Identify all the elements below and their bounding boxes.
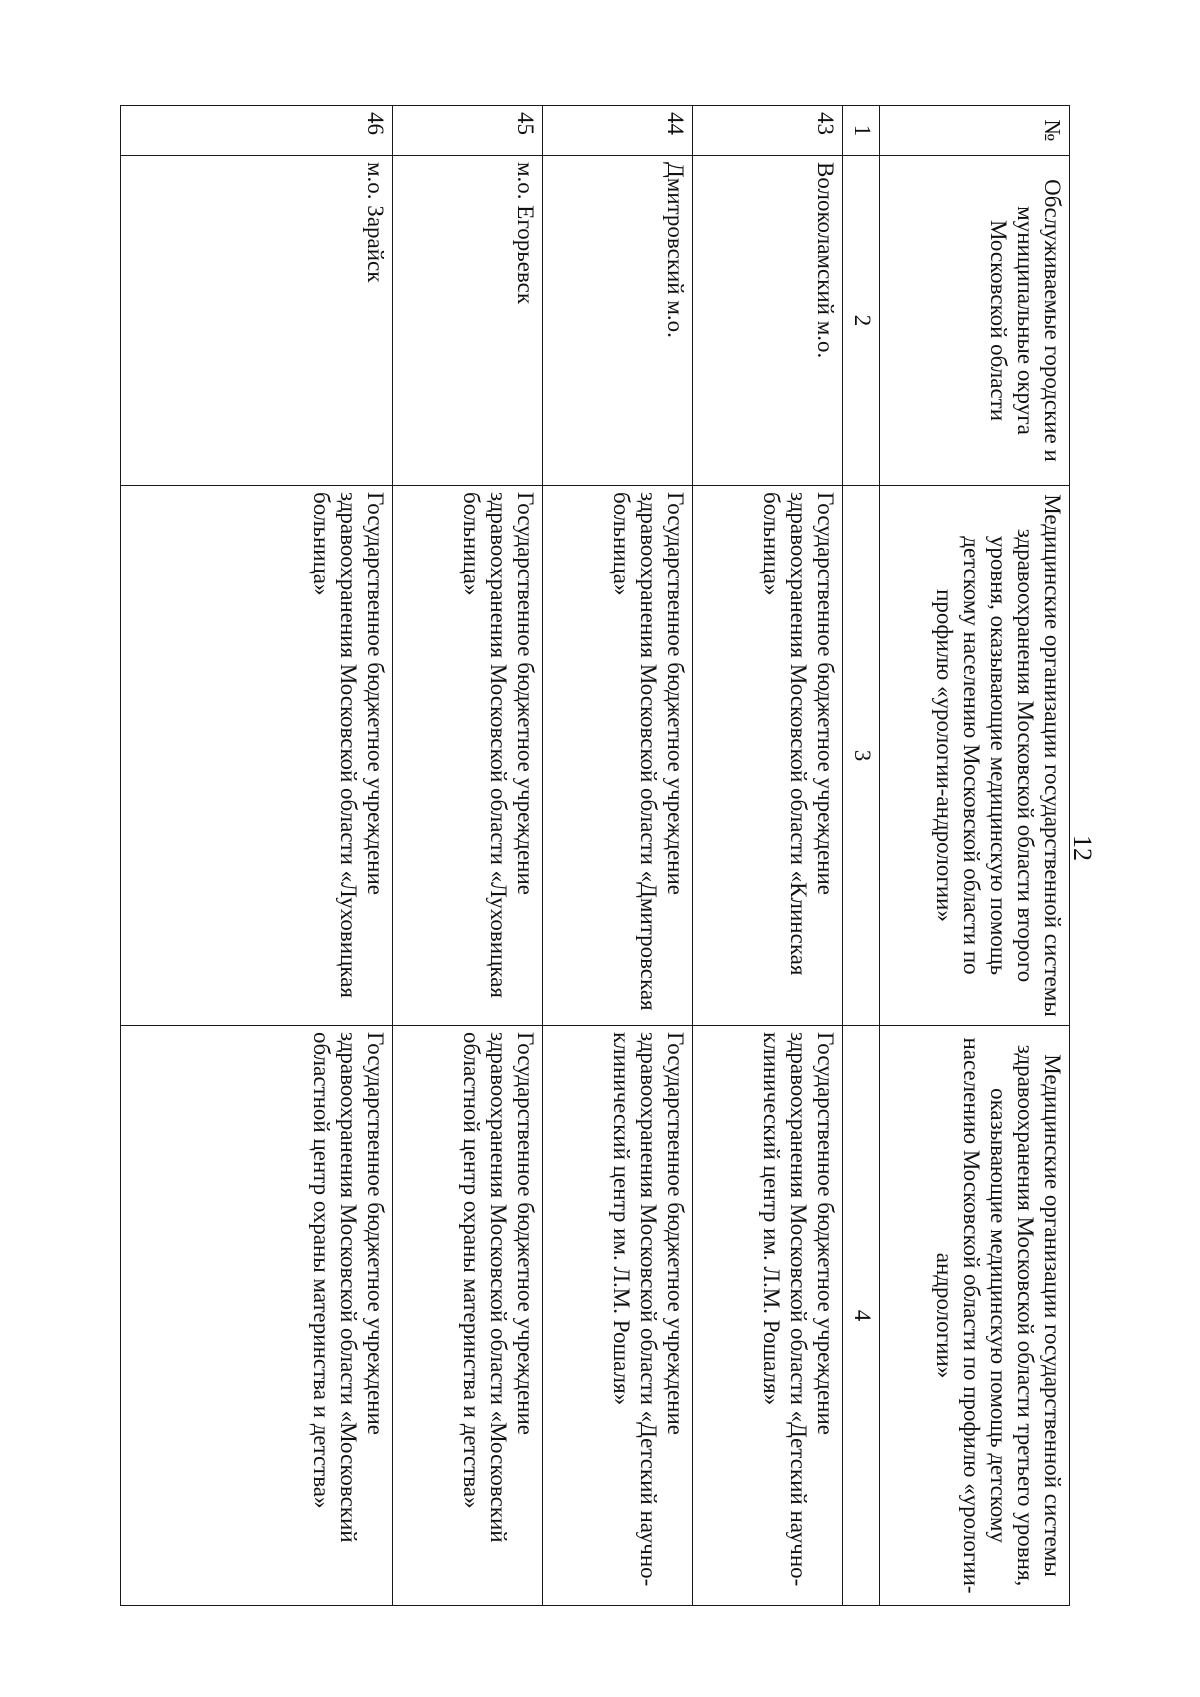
level2-org-cell: Государственное бюджетное учреждение здравоохранения Московской области «Луховицкая больница» xyxy=(393,486,543,1026)
column-number-row xyxy=(843,106,880,1606)
level3-org-cell: Государственное бюджетное учреждение здравоохранения Московской области «Детский научно-клинический центр им. Л.М. Рошаля» xyxy=(693,1026,843,1606)
header-level2-orgs: Медицинские организации государственной системы здравоохранения Московской области второго уровня, оказывающие медицинскую помощь детскому населению Московской области по профилю «урологии-андрологии» xyxy=(880,486,1070,1026)
column-number: 4 xyxy=(843,1026,880,1606)
row-number: 44 xyxy=(543,106,693,156)
table-row xyxy=(121,106,393,1606)
routing-table xyxy=(120,105,1070,1606)
column-number: 1 xyxy=(843,106,880,156)
header-level3-orgs: Медицинские организации государственной системы здравоохранения Московской области третьего уровня, оказывающие медицинскую помощь детскому населению Московской области по профилю «урологии-андрологии» xyxy=(880,1026,1070,1606)
table-row xyxy=(693,106,843,1606)
column-number: 3 xyxy=(843,486,880,1026)
table-row xyxy=(393,106,543,1606)
level2-org-cell: Государственное бюджетное учреждение здравоохранения Московской области «Дмитровская больница» xyxy=(543,486,693,1026)
header-districts: Обслуживаемые городские и муниципальные округа Московской области xyxy=(880,156,1070,486)
level2-org-cell: Государственное бюджетное учреждение здравоохранения Московской области «Клинская больница» xyxy=(693,486,843,1026)
rotated-table-container xyxy=(120,105,1070,1605)
district-cell: Дмитровский м.о. xyxy=(543,156,693,486)
page-number: 12 xyxy=(1068,835,1097,861)
level3-org-cell: Государственное бюджетное учреждение здравоохранения Московской области «Московский областной центр охраны материнства и детства» xyxy=(121,1026,393,1606)
table-row xyxy=(543,106,693,1606)
column-number: 2 xyxy=(843,156,880,486)
level3-org-cell: Государственное бюджетное учреждение здравоохранения Московской области «Московский областной центр охраны материнства и детства» xyxy=(393,1026,543,1606)
row-number: 45 xyxy=(393,106,543,156)
level2-org-cell: Государственное бюджетное учреждение здравоохранения Московской области «Луховицкая больница» xyxy=(121,486,393,1026)
district-cell: Волоколамский м.о. xyxy=(693,156,843,486)
header-row xyxy=(880,106,1070,1606)
district-cell: м.о. Егорьевск xyxy=(393,156,543,486)
row-number: 43 xyxy=(693,106,843,156)
row-number: 46 xyxy=(121,106,393,156)
header-number: № xyxy=(880,106,1070,156)
district-cell: м.о. Зарайск xyxy=(121,156,393,486)
level3-org-cell: Государственное бюджетное учреждение здравоохранения Московской области «Детский научно-клинический центр им. Л.М. Рошаля» xyxy=(543,1026,693,1606)
